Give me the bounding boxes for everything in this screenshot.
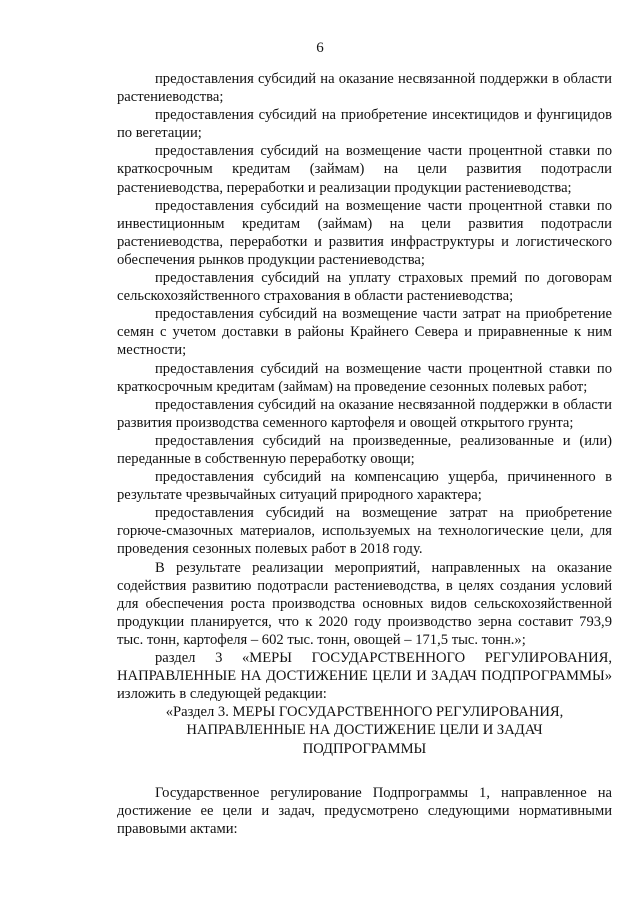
- paragraph: предоставления субсидий на возмещение части процентной ставки по краткосрочным кредитам (займам) на цели развития подотрасли растениеводства, переработки и реализации продукции растениеводства;: [117, 143, 612, 196]
- paragraph: предоставления субсидий на возмещение части затрат на приобретение семян с учетом доставки в районы Крайнего Севера и приравненные к ним местности;: [117, 306, 612, 359]
- section-heading-line: ПОДПРОГРАММЫ: [302, 740, 427, 757]
- paragraph: предоставления субсидий на возмещение части процентной ставки по инвестиционным кредитам (займам) на цели развития подотрасли растениеводства, переработки и развития инфраструктуры и логистического обеспечения рынков продукции растениеводства;: [117, 197, 612, 268]
- paragraph: предоставления субсидий на компенсацию ущерба, причиненного в результате чрезвычайных ситуаций природного характера;: [117, 469, 612, 504]
- spacer: [117, 758, 612, 784]
- paragraph: предоставления субсидий на приобретение инсектицидов и фунгицидов по вегетации;: [117, 107, 612, 142]
- paragraph: предоставления субсидий на уплату страховых премий по договорам сельскохозяйственного страхования в области растениеводства;: [117, 270, 612, 305]
- paragraph: предоставления субсидий на произведенные, реализованные и (или) переданные в собственную переработку овощи;: [117, 432, 612, 467]
- page-number: 6: [316, 40, 324, 56]
- paragraph: предоставления субсидий на возмещение части процентной ставки по краткосрочным кредитам (займам) на проведение сезонных полевых работ;: [117, 360, 612, 395]
- paragraph: предоставления субсидий на оказание несвязанной поддержки в области растениеводства;: [117, 71, 612, 106]
- paragraph: предоставления субсидий на возмещение затрат на приобретение горюче-смазочных материалов, используемых на технологические цели, для проведения сезонных полевых работ в 2018 году.: [117, 505, 612, 558]
- section-heading-line: «Раздел 3. МЕРЫ ГОСУДАРСТВЕННОГО РЕГУЛИРОВАНИЯ,: [165, 704, 564, 721]
- closing-paragraph: Государственное регулирование Подпрограммы 1, направленное на достижение ее цели и задач, предусмотрено следующими нормативными правовыми актами:: [117, 784, 612, 838]
- paragraph: В результате реализации мероприятий, направленных на оказание содействия развитию подотрасли растениеводства, в целях создания условий для обеспечения роста производства основных видов сельскохозяйственной продукции планируется, что к 2020 году производство зерна составит 793,9 тыс. тонн, картофеля – 602 тыс. тонн, овощей – 171,5 тыс. тонн.»;: [117, 559, 612, 648]
- document-body: [117, 70, 612, 838]
- section-heading-line: НАПРАВЛЕННЫЕ НА ДОСТИЖЕНИЕ ЦЕЛИ И ЗАДАЧ: [186, 722, 543, 739]
- paragraph: предоставления субсидий на оказание несвязанной поддержки в области развития производства семенного картофеля и овощей открытого грунта;: [117, 396, 612, 431]
- section-heading: [117, 703, 612, 758]
- paragraph: раздел 3 «МЕРЫ ГОСУДАРСТВЕННОГО РЕГУЛИРОВАНИЯ, НАПРАВЛЕННЫЕ НА ДОСТИЖЕНИЕ ЦЕЛИ И ЗАДАЧ ПОДПРОГРАММЫ» изложить в следующей редакции:: [117, 650, 612, 703]
